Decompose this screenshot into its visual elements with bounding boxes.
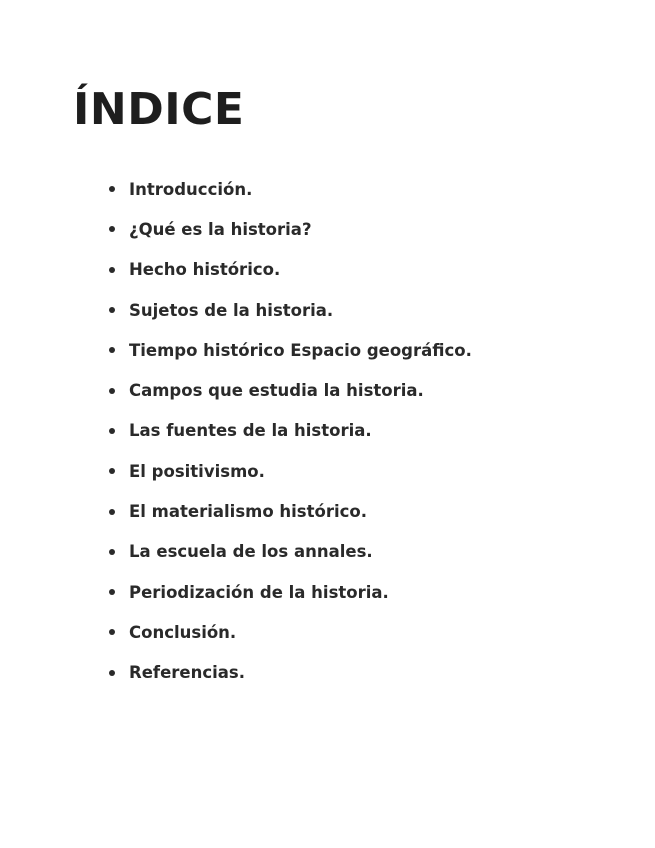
list-item [109, 572, 472, 612]
list-item-label: La escuela de los annales. [129, 542, 373, 562]
bullet-icon [109, 388, 115, 394]
list-item [109, 532, 472, 572]
list-item [109, 330, 472, 370]
list-item-label: ¿Qué es la historia? [129, 219, 312, 239]
list-item-label: Campos que estudia la historia. [129, 381, 424, 401]
list-item-label: El positivismo. [129, 461, 265, 481]
list-item [109, 451, 472, 491]
bullet-icon [109, 347, 115, 353]
list-item-label: Tiempo histórico Espacio geográfico. [129, 340, 472, 360]
list-item [109, 250, 472, 290]
list-item [109, 653, 472, 693]
list-item-label: Conclusión. [129, 622, 237, 642]
bullet-icon [109, 509, 115, 515]
list-item-label: Introducción. [129, 179, 253, 199]
list-item [109, 612, 472, 652]
bullet-icon [109, 307, 115, 313]
list-item-label: El materialismo histórico. [129, 502, 368, 522]
bullet-icon [109, 589, 115, 595]
list-item [109, 491, 472, 531]
list-item-label: Las fuentes de la historia. [129, 421, 372, 441]
list-item [109, 290, 472, 330]
list-item [109, 209, 472, 249]
page-title: ÍNDICE [73, 84, 245, 135]
list-item [109, 370, 472, 410]
bullet-icon [109, 468, 115, 474]
bullet-icon [109, 428, 115, 434]
bullet-icon [109, 629, 115, 635]
bullet-icon [109, 186, 115, 192]
list-item-label: Periodización de la historia. [129, 582, 389, 602]
list-item [109, 169, 472, 209]
bullet-icon [109, 267, 115, 273]
list-item [109, 411, 472, 451]
list-item-label: Hecho histórico. [129, 260, 281, 280]
list-item-label: Referencias. [129, 663, 245, 683]
table-of-contents [109, 169, 472, 693]
bullet-icon [109, 670, 115, 676]
list-item-label: Sujetos de la historia. [129, 300, 334, 320]
bullet-icon [109, 549, 115, 555]
bullet-icon [109, 226, 115, 232]
